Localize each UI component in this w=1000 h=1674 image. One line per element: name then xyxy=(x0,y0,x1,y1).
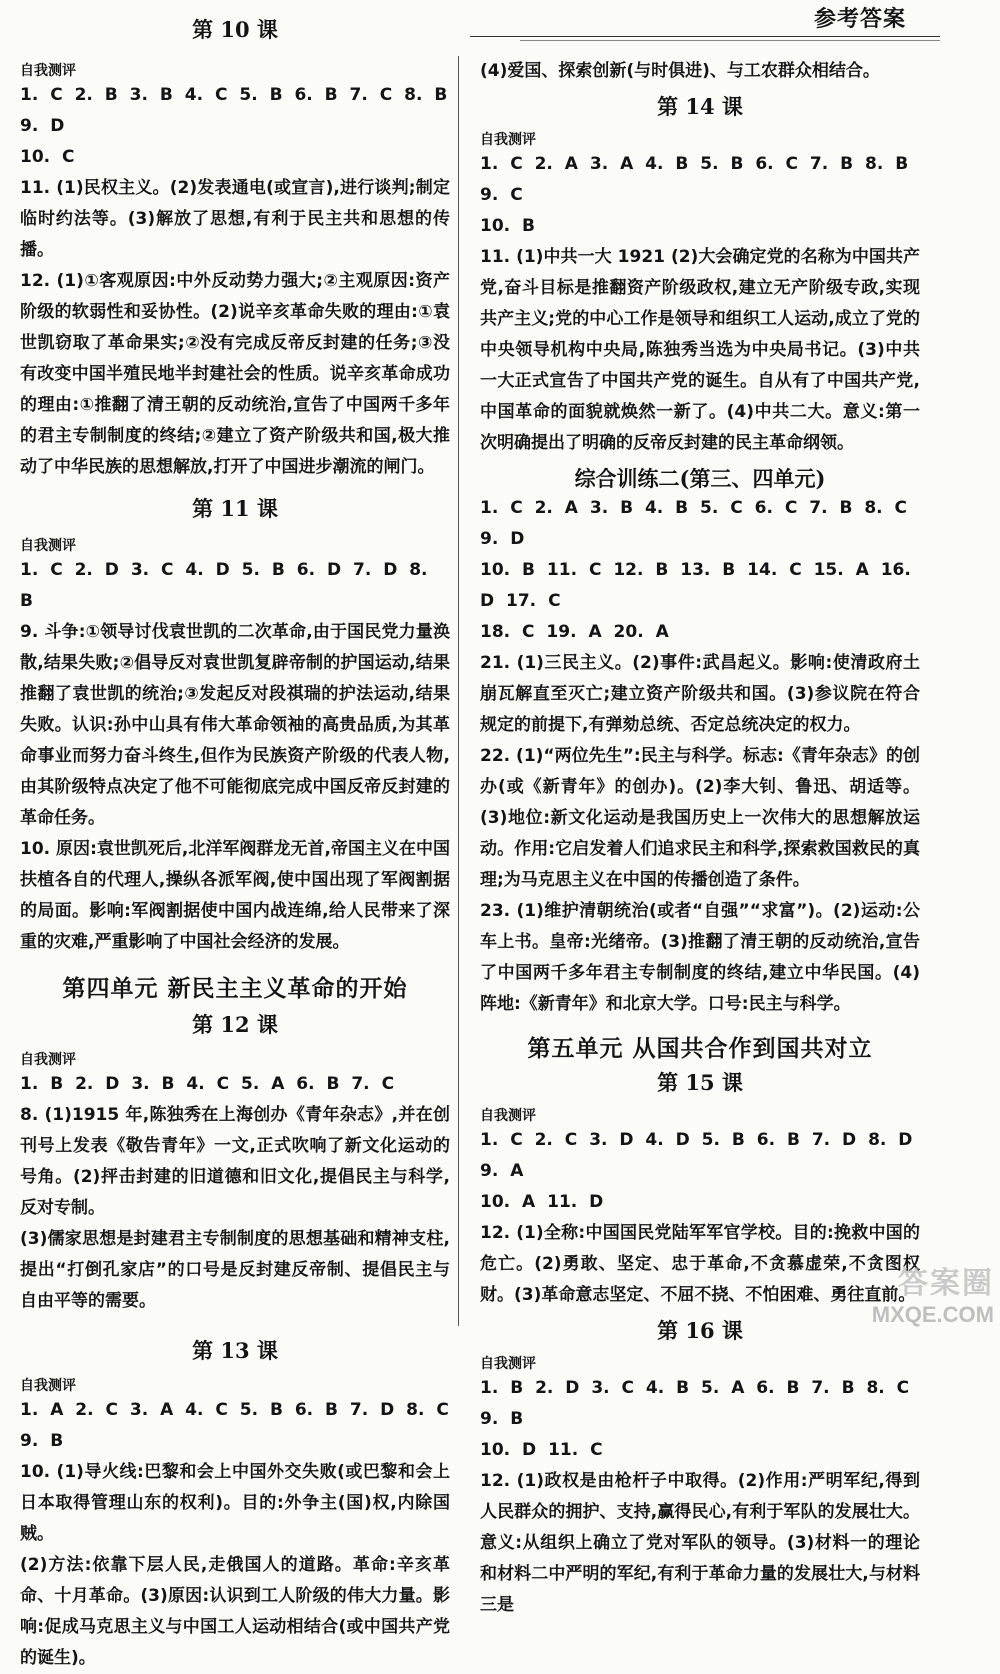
lesson-13-q10-part1: 10. (1)导火线:巴黎和会上中国外交失败(或巴黎和会上日本取得管理山东的权利)。目的:外争主(国)权,内除国贼。 xyxy=(20,1462,450,1544)
lesson-15-title: 第 15 课 xyxy=(657,1070,743,1095)
lesson-12-title: 第 12 课 xyxy=(192,1012,278,1037)
review-2-q22: 22. (1)“两位先生”:民主与科学。标志:《青年杂志》的创办(或《新青年》的创办)。(2)李大钊、鲁迅、胡适等。(3)地位:新文化运动是我国历史上一次伟大的思想解放运动。作用:它启发着人们追求民主和科学,探索救国救民的真理;为马克思主义在中国的传播创造了条件。 xyxy=(480,746,920,890)
lesson-15-mc-line2: 10. A 11. D xyxy=(480,1192,604,1212)
lesson-13-mc-line1: 1. A 2. C 3. A 4. C 5. B 6. B 7. D 8. C 9. B xyxy=(20,1400,449,1451)
lesson-14-mc-line2: 10. B xyxy=(480,216,535,236)
lesson-12-subtitle: 自我测评 xyxy=(20,1052,76,1068)
right-column xyxy=(480,0,920,1621)
lesson-16-mc-line2: 10. D 11. C xyxy=(480,1440,603,1460)
lesson-15-mc-line1: 1. C 2. C 3. D 4. D 5. B 6. B 7. D 8. D 9. A xyxy=(480,1130,913,1181)
lesson-15-subtitle: 自我测评 xyxy=(480,1108,536,1124)
lesson-16-title: 第 16 课 xyxy=(657,1318,743,1343)
lesson-12-q8-part3: (3)儒家思想是封建君主专制制度的思想基础和精神支柱,提出“打倒孔家店”的口号是反封建反帝制、提倡民主与自由平等的需要。 xyxy=(20,1229,450,1311)
lesson-10-subtitle: 自我测评 xyxy=(20,63,76,79)
review-2-title: 综合训练二(第三、四单元) xyxy=(574,466,826,491)
column-divider xyxy=(458,56,459,1326)
lesson-16-q12: 12. (1)政权是由枪杆子中取得。(2)作用:严明军纪,得到人民群众的拥护、支持,赢得民心,有利于军队的发展壮大。意义:从组织上确立了党对军队的领导。(3)材料一的理论和材料二中严明的军纪,有利于革命力量的发展壮大,与材料三是 xyxy=(480,1471,920,1615)
lesson-16-mc-line1: 1. B 2. D 3. C 4. B 5. A 6. B 7. B 8. C 9. B xyxy=(480,1378,910,1429)
review-2-mc-line1: 1. C 2. A 3. B 4. B 5. C 6. C 7. B 8. C 9. D xyxy=(480,498,908,549)
lesson-16-subtitle: 自我测评 xyxy=(480,1356,536,1372)
lesson-13-continuation: (4)爱国、探索创新(与时俱进)、与工农群众相结合。 xyxy=(480,61,880,81)
watermark xyxy=(872,1258,994,1328)
review-2-q23: 23. (1)维护清朝统治(或者“自强”“求富”)。(2)运动:公车上书。皇帝:光绪帝。(3)推翻了清王朝的反动统治,宣告了中国两千多年君主专制制度的终结,建立中华民国。(4)阵地:《新青年》和北京大学。口号:民主与科学。 xyxy=(480,901,920,1014)
watermark-url: MXQE.COM xyxy=(871,1302,994,1327)
lesson-14-subtitle: 自我测评 xyxy=(480,132,536,148)
review-2-mc-line3: 18. C 19. A 20. A xyxy=(480,622,669,642)
lesson-10-q11: 11. (1)民权主义。(2)发表通电(或宣言),进行谈判;制定临时约法等。(3)解放了思想,有利于民主共和思想的传播。 xyxy=(20,178,450,260)
lesson-11-subtitle: 自我测评 xyxy=(20,538,76,554)
watermark-logo-text: 答案圈 xyxy=(898,1267,994,1300)
lesson-14-title: 第 14 课 xyxy=(657,94,743,119)
lesson-12-q8: 8. (1)1915 年,陈独秀在上海创办《青年杂志》,并在创刊号上发表《敬告青年》一文,正式吹响了新文化运动的号角。(2)抨击封建的旧道德和旧文化,提倡民主与科学,反对专制。 xyxy=(20,1105,450,1218)
lesson-13-subtitle: 自我测评 xyxy=(20,1378,76,1394)
left-column xyxy=(20,0,450,1674)
lesson-12-mc-line1: 1. B 2. D 3. B 4. C 5. A 6. B 7. C xyxy=(20,1074,395,1094)
lesson-15-q12: 12. (1)全称:中国国民党陆军军官学校。目的:挽救中国的危亡。(2)勇敢、坚定、忠于革命,不贪慕虚荣,不贪图权财。(3)革命意志坚定、不屈不挠、不怕困难、勇往直前。 xyxy=(480,1223,920,1305)
lesson-10-q12: 12. (1)①客观原因:中外反动势力强大;②主观原因:资产阶级的软弱性和妥协性。(2)说辛亥革命失败的理由:①袁世凯窃取了革命果实;②没有完成反帝反封建的任务;③没有改变中国半殖民地半封建社会的性质。说辛亥革命成功的理由:①推翻了清王朝的反动统治,宣告了中国两千多年的君主专制制度的终结;②建立了资产阶级共和国,极大推动了中华民族的思想解放,打开了中国进步潮流的闸门。 xyxy=(20,271,450,477)
lesson-11-mc-line1: 1. C 2. D 3. C 4. D 5. B 6. D 7. D 8. B xyxy=(20,560,428,611)
lesson-11-title: 第 11 课 xyxy=(192,496,278,521)
lesson-14-q11: 11. (1)中共一大 1921 (2)大会确定党的名称为中国共产党,奋斗目标是推翻资产阶级政权,建立无产阶级专政,实现共产主义;党的中心工作是领导和组织工人运动,成立了党的中央领导机构中央局,陈独秀当选为中央局书记。(3)中共一大正式宣告了中国共产党的诞生。自从有了中国共产党,中国革命的面貌就焕然一新了。(4)中共二大。意义:第一次明确提出了明确的反帝反封建的民主革命纲领。 xyxy=(480,247,920,453)
lesson-11-q10: 10. 原因:袁世凯死后,北洋军阀群龙无首,帝国主义在中国扶植各自的代理人,操纵各派军阀,使中国出现了军阀割据的局面。影响:军阀割据使中国内战连绵,给人民带来了深重的灾难,严重影响了中国社会经济的发展。 xyxy=(20,839,450,952)
review-2-q21: 21. (1)三民主义。(2)事件:武昌起义。影响:使清政府土崩瓦解直至灭亡;建立资产阶级共和国。(3)参议院在符合规定的前提下,有弹劾总统、否定总统决定的权力。 xyxy=(480,653,920,735)
lesson-13-q10-part2: (2)方法:依靠下层人民,走俄国人的道路。革命:辛亥革命、十月革命。(3)原因:认识到工人阶级的伟大力量。影响:促成马克思主义与中国工人运动相结合(或中国共产党的诞生)。 xyxy=(20,1555,450,1668)
review-2-mc-line2: 10. B 11. C 12. B 13. B 14. C 15. A 16. D 17. C xyxy=(480,560,911,611)
lesson-11-q9: 9. 斗争:①领导讨伐袁世凯的二次革命,由于国民党力量涣散,结果失败;②倡导反对袁世凯复辟帝制的护国运动,结果推翻了袁世凯的统治;③发起反对段祺瑞的护法运动,结果失败。认识:孙中山具有伟大革命领袖的高贵品质,为其革命事业而努力奋斗终生,但作为民族资产阶级的代表人物,由其阶级特点决定了他不可能彻底完成中国反帝反封建的革命任务。 xyxy=(20,622,450,828)
lesson-14-mc-line1: 1. C 2. A 3. A 4. B 5. B 6. C 7. B 8. B 9. C xyxy=(480,154,909,205)
lesson-13-title: 第 13 课 xyxy=(192,1338,278,1363)
unit-5-title: 第五单元 从国共合作到国共对立 xyxy=(527,1035,873,1062)
lesson-10-mc-line1: 1. C 2. B 3. B 4. C 5. B 6. B 7. C 8. B 9. D xyxy=(20,85,448,136)
unit-4-title: 第四单元 新民主主义革命的开始 xyxy=(62,975,408,1002)
lesson-10-mc-line2: 10. C xyxy=(20,147,75,167)
page-header-title: 参考答案 xyxy=(813,6,906,32)
lesson-10-title: 第 10 课 xyxy=(192,17,278,42)
